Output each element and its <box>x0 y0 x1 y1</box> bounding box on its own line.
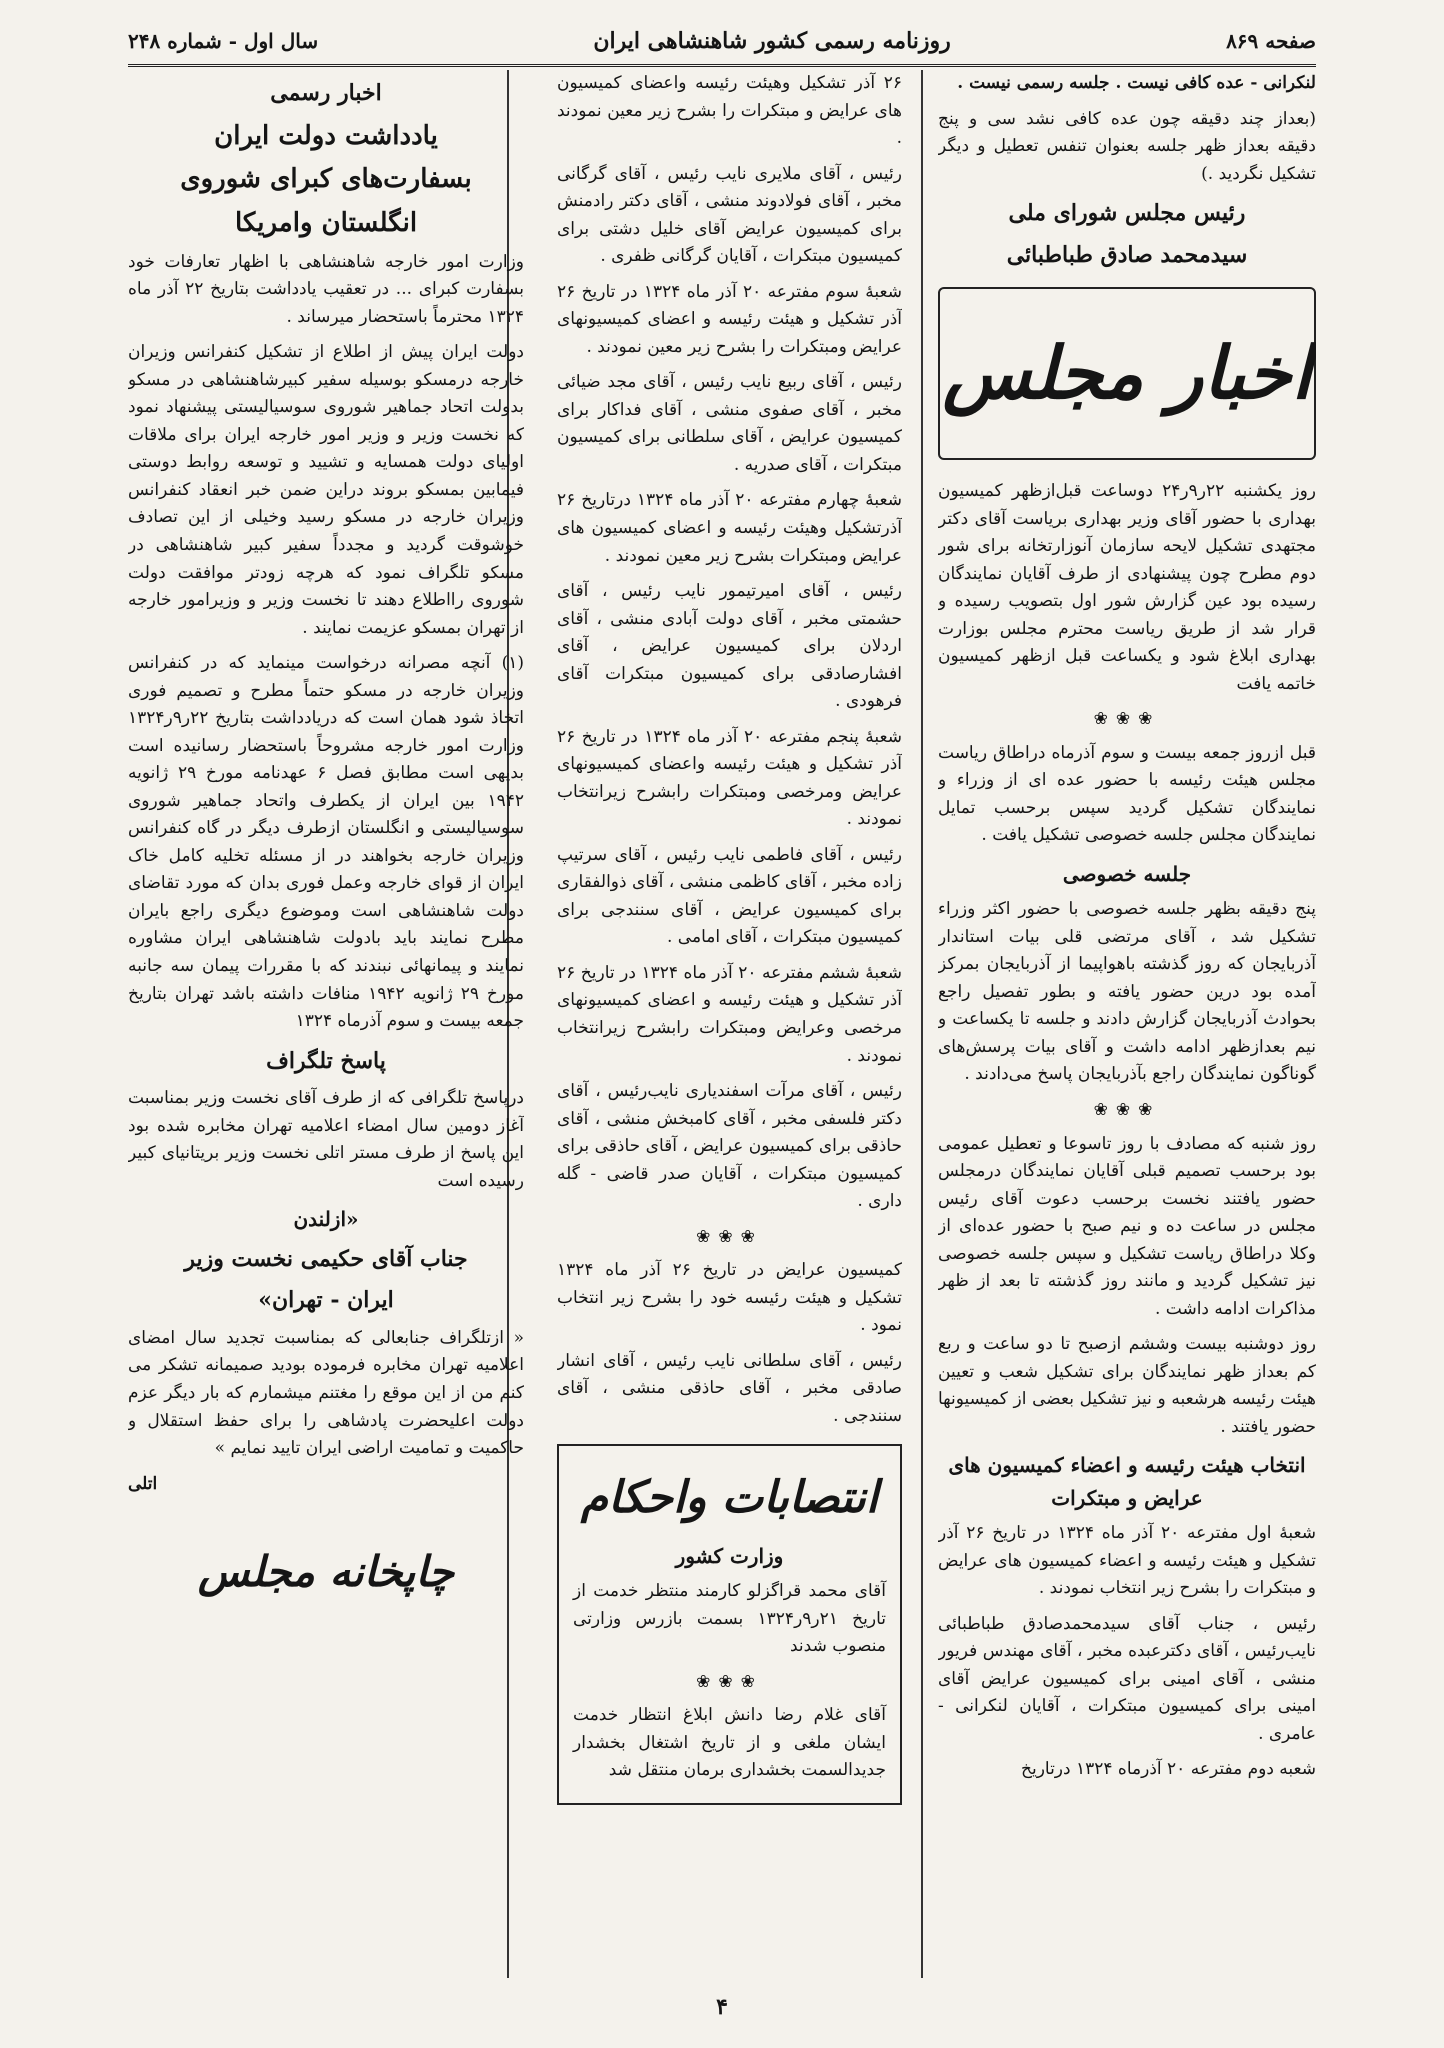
paragraph: رئیس ، آقای ربیع نایب رئیس ، آقای مجد ضیائی مخبر ، آقای صفوی منشی ، آقای فداکار برای کمیسیون عرایض ، آقای سلطانی برای کمیسیون مبتکرات ، آقای صدریه . <box>557 372 902 475</box>
column-divider <box>921 70 923 1978</box>
paragraph: « ازتلگراف جنابعالی که بمناسبت تجدید سال امضای اعلامیه تهران مخابره فرموده بودید صمیمانه تشکر می کنم من از این موقع را مغتنم میشمارم که بار دیگر عزم دولت اعلیحضرت پادشاهی را برای حفظ استقلال و حاکمیت و تمامیت اراضی ایران تایید نمایم » <box>128 1327 524 1459</box>
paragraph: رئیس ، آقای سلطانی نایب رئیس ، آقای انشار صادقی مخبر ، آقای حاذقی منشی ، آقای سنندجی . <box>557 1350 902 1426</box>
paragraph: روز شنبه که مصادف با روز تاسوعا و تعطیل عمومی بود برحسب تصمیم قبلی آقایان نمایندگان درمجلس حضور یافتند نخست برحسب دعوت آقای رئیس مجلس در ساعت ده و نیم صبح با حضور عده‌ای از وکلا دراطاق ریاست تشکیل و سپس جلسه خصوصی نیز تشکیل گردید و مانند روز گذشته تا بعد از ظهر مذاکرات ادامه داشت . <box>938 1133 1316 1319</box>
paragraph: روز دوشنبه بیست وششم ازصبح تا دو ساعت و ربع کم بعداز ظهر نمایندگان برای تشکیل شعب و تعیین هیئت رئیسه هرشعبه و نیز تشکیل بعضی از کمیسیونها حضور یافتند . <box>938 1334 1316 1437</box>
subheading: جلسه خصوصی <box>1062 861 1192 886</box>
president-title: رئیس مجلس شورای ملی <box>1008 200 1246 227</box>
paragraph: آقای غلام رضا دانش ابلاغ انتظار خدمت ایشان ملغی و از تاریخ اشتغال بخشدار جدیدالسمت بخشداری برمان منتقل شد <box>573 1705 886 1781</box>
session-note: لنکرانی - عده کافی نیست . جلسه رسمی نیست . <box>957 73 1316 93</box>
paragraph: رئیس ، جناب آقای سیدمحمدصادق طباطبائی نایب‌رئیس ، آقای دکترعبده مخبر ، آقای مهندس فریور منشی ، آقای امینی برای کمیسیون عرایض آقای امینی برای کمیسیون مبتکرات ، آقایان لنکرانی - عامری . <box>938 1613 1316 1744</box>
ornament: ❀❀❀ <box>1093 1100 1161 1121</box>
issue-label: سال اول - شماره ۲۴۸ <box>128 29 319 53</box>
paragraph: کمیسیون عرایض در تاریخ ۲۶ آذر ماه ۱۳۲۴ تشکیل و هیئت رئیسه خود را بشرح زیر انتخاب نمود . <box>557 1260 902 1336</box>
ornament: ❀❀❀ <box>696 1671 763 1692</box>
page-number: ۴ <box>716 1994 728 2020</box>
paragraph: (۱) آنچه مصرانه درخواست مینماید که در کنفرانس وزیران خارجه در مسکو حتماً مطرح و تصمیم فوری اتخاذ شود همان است که دریادداشت بتاریخ ۲۲ر۹ر۱۳۲۴ وزارت امور خارجه مشروحاً باستحضار رسانیده است بدیهی است مطابق فصل ۶ عهدنامه مورخ ۲۹ ژانویه ۱۹۴۲ بین ایران از یکطرف واتحاد جماهیر شوروی سوسیالیستی و انگلستان ازطرف دیگر در گاه کنفرانس وزیران خارجه بخواهند در از مسئله تخلیه کامل خاک ایران از قوای خارجه وعمل فوری بدان که مورد تقاضای دولت شاهنشاهی است وموضوع دیگری راجع بایران مطرح نمایند باید بادولت شاهنشاهی ایران مشاوره نمایند و پیمانهائی نبندند که با مقررات پیمان سه جانبه مورخ ۲۹ ژانویه ۱۹۴۲ منافات داشته باشد تهران بتاریخ جمعه بیست و سوم آذرماه ۱۳۲۴ <box>128 653 524 1032</box>
paragraph: شعبهٔ سوم مفترعه ۲۰ آذر ماه ۱۳۲۴ در تاریخ ۲۶ آذر تشکیل و هیئت رئیسه و اعضای کمیسیونهای عرایض ومبتکرات را بشرح زیر معین نمودند . <box>557 281 902 357</box>
paragraph: شعبهٔ اول مفترعه ۲۰ آذر ماه ۱۳۲۴ در تاریخ ۲۶ آذر تشکیل و هیئت رئیسه و اعضاء کمیسیون های عرایض و مبتکرات را بشرح زیر انتخاب نمودند . <box>938 1523 1316 1599</box>
addressee: ایران - تهران» <box>258 1287 394 1314</box>
paragraph: شعبه دوم مفترعه ۲۰ آذرماه ۱۳۲۴ درتاریخ <box>1020 1759 1316 1780</box>
paragraph: قبل ازروز جمعه بیست و سوم آذرماه دراطاق ریاست مجلس هیئت رئیسه با حضور عده ای از وزراء و نمایندگان تشکیل گردید سپس برحسب تمایل نمایندگان مجلس جلسه خصوصی تشکیل یافت . <box>938 742 1316 846</box>
ornament: ❀❀❀ <box>1093 709 1161 730</box>
paragraph: رئیس ، آقای امیرتیمور نایب رئیس ، آقای حشمتی مخبر ، آقای دولت آبادی منشی ، آقای اردلان برای کمیسیون عرایض ، آقای افشارصادقی برای کمیسیون مبتکرات آقای فرهودی . <box>557 581 902 712</box>
paragraph: شعبهٔ پنجم مفترعه ۲۰ آذر ماه ۱۳۲۴ در تاریخ ۲۶ آذر تشکیل و هیئت رئیسه واعضای کمیسیونهای عرایض ومرخصی ومبتکرات رابشرح زیرانتخاب نمودند . <box>557 726 902 830</box>
column-right <box>938 70 1316 1978</box>
adjournment-note: (بعداز چند دقیقه چون عده کافی نشد سی و پنج دقیقه بعداز ظهر جلسه بعنوان تنفس تعطیل و دیگر تشکیل نگردید .) <box>938 108 1316 184</box>
president-name: سیدمحمد صادق طباطبائی <box>1006 241 1248 268</box>
paragraph: رئیس ، آقای فاطمی نایب رئیس ، آقای سرتیپ زاده مخبر ، آقای کاظمی منشی ، آقای ذوالفقاری برای کمیسیون عرایض ، آقای سنندجی برای کمیسیون مبتکرات ، آقای امامی . <box>557 844 902 948</box>
ornament: ❀❀❀ <box>696 1226 763 1247</box>
paragraph: رئیس ، آقای ملایری نایب رئیس ، آقای گرگانی مخبر ، آقای فولادوند منشی ، آقای دکتر رادمنش برای کمیسیون عرایض آقای خلیل دشتی برای کمیسیون مبتکرات ، آقایان گرگانی ظفری . <box>557 163 902 267</box>
paragraph: شعبهٔ چهارم مفترعه ۲۰ آذر ماه ۱۳۲۴ درتاریخ ۲۶ آذرتشکیل وهیئت رئیسه و اعضای کمیسیون های عرایض ومبتکرات بشرح زیر معین نمودند . <box>557 490 902 566</box>
page-label: صفحه ۸۶۹ <box>1226 29 1316 53</box>
paragraph: رئیس ، آقای مرآت اسفندیاری نایب‌رئیس ، آقای دکتر فلسفی مخبر ، آقای کامبخش منشی ، آقای حاذقی برای کمیسیون عرایض ، آقای حاذقی برای کمیسیون مبتکرات ، آقایان صدر قاضی - گله داری . <box>557 1081 902 1212</box>
appointments-box <box>557 1444 902 1804</box>
paragraph: روز یکشنبه ۲۲ر۹ر۲۴ دوساعت قبل‌ازظهر کمیسیون بهداری با حضور آقای وزیر بهداری بریاست آقای دکتر مجتهدی تشکیل لایحه سازمان آنوزارتخانه برای شور دوم مطرح چون پیشنهادی از طرف آقایان نمایندگان رسیده بود عین گزارش شور اول بتصویب رسیده و قرار شد از طریق ریاست محترم مجلس بوزارت بهداری ابلاغ شود و یکساعت قبل ازظهر کمیسیون خاتمه یافت <box>938 481 1316 694</box>
signoff: اتلی <box>128 1473 158 1494</box>
section-title: اخبار مجلس <box>938 287 1316 460</box>
kicker: اخبار رسمی <box>270 80 382 106</box>
publication-title: روزنامه رسمی کشور شاهنشاهی ایران <box>593 28 951 54</box>
paragraph: درپاسخ تلگرافی که از طرف آقای نخست وزیر بمناسبت آغاز دومین سال امضاء اعلامیه تهران مخابره شده بود این پاسخ از طرف مستر اتلی نخست وزیر بریتانیای کبیر رسیده است <box>128 1088 524 1191</box>
subheading: پاسخ تلگراف <box>266 1047 386 1074</box>
headline: یادداشت دولت ایران <box>214 120 438 151</box>
paragraph: شعبهٔ ششم مفترعه ۲۰ آذر ماه ۱۳۲۴ در تاریخ ۲۶ آذر تشکیل و هیئت رئیسه و اعضای کمیسیونهای مرخصی وعرایض ومبتکرات رابشرح زیرانتخاب نمودند . <box>557 962 902 1066</box>
paragraph: پنج دقیقه بظهر جلسه خصوصی با حضور اکثر وزراء تشکیل شد ، آقای مرتضی قلی بیات استاندار آذربایجان که روز گذشته باهواپیما از آذربایجان بمرکز آمده بود درین حضور یافته و بطور تفصیل راجع بحوادث آذربایجان گزارش دادند و جلسه تا یکساعت و نیم بعدازظهر ادامه داشت و آقای بیات پرسش‌های گوناگون نمایندگان راجع بآذربایجان پاسخ می‌دادند . <box>938 899 1316 1085</box>
headline: انگلستان وامریکا <box>234 208 418 238</box>
subheading: انتخاب هیئت رئیسه و اعضاء کمیسیون های عرایض و مبتکرات <box>948 1453 1306 1510</box>
paragraph: آقای محمد قراگزلو کارمند منتظر خدمت از تاریخ ۲۱ر۹ر۱۳۲۴ بسمت بازرس وزارتی منصوب شدند <box>573 1581 886 1657</box>
ministry-heading: وزارت کشور <box>675 1543 784 1568</box>
paragraph: ۲۶ آذر تشکیل وهیئت رئیسه واعضای کمیسیون های عرایض و مبتکرات را بشرح زیر معین نمودند . <box>557 73 902 149</box>
appointments-title: انتصابات واحکام <box>580 1472 879 1524</box>
column-left <box>128 70 524 1978</box>
paragraph: دولت ایران پیش از اطلاع از تشکیل کنفرانس وزیران خارجه درمسکو بوسیله سفیر کبیرشاهنشاهی در مسکو بدولت اتحاد جماهیر شوروی سوسیالیستی پیشنهاد نمود که نخست وزیر و وزیر امور خارجه ایران برای ملاقات اولیای دولت همسایه و تشیید و توسعه روابط دوستی فیمابین بمسکو بروند دراین ضمن خبر انعقاد کنفرانس وزیران خارجه در مسکو رسید وخیلی از این تصادف خوشوقت گردید و مجدداً سفیر کبیر شاهنشاهی در مسکو تلگراف نمود که هرچه زودتر موافقت دولت شوروی رااطلاع دهند تا نخست وزیر و وزیرامور خارجه از تهران بمسکو عزیمت نمایند . <box>128 342 524 638</box>
masthead <box>128 18 1316 67</box>
headline: بسفارت‌های کبرای شوروی <box>180 164 472 195</box>
printer-imprint: چاپخانه مجلس <box>197 1547 455 1597</box>
dateline: «ازلندن <box>293 1207 359 1232</box>
addressee: جناب آقای حکیمی نخست وزیر <box>184 1245 468 1272</box>
column-middle <box>557 70 902 1978</box>
paragraph: وزارت امور خارجه شاهنشاهی با اظهار تعارفات خود بسفارت کبرای ... در تعقیب یادداشت بتاریخ ۲۲ آذر ماه ۱۳۲۴ محترماً باستحضار میرساند . <box>128 251 524 327</box>
